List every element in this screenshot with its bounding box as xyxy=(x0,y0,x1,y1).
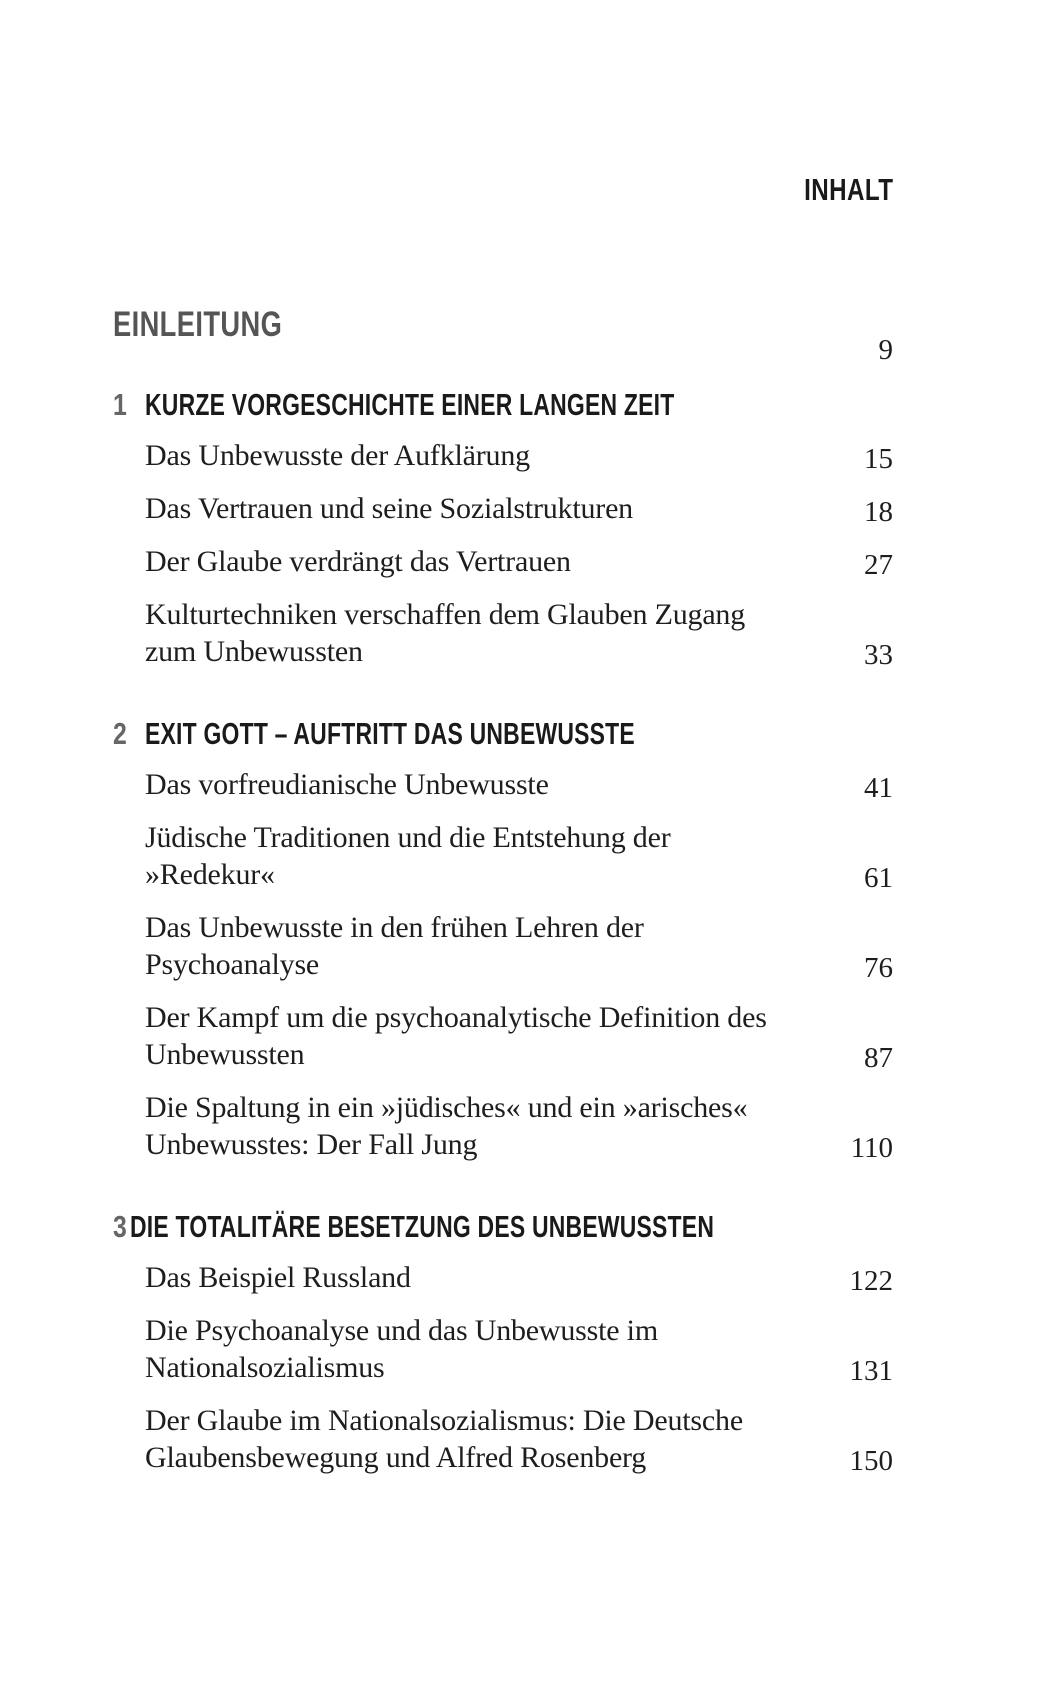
entry-title: Jüdische Traditionen und die Entstehung der »Redekur« xyxy=(145,821,671,891)
chapter-title: DIE TOTALITÄRE BESETZUNG DES UNBEWUSSTEN xyxy=(130,1209,715,1244)
toc-intro-entry[interactable] xyxy=(113,305,893,367)
page-number: 76 xyxy=(864,952,893,984)
page-number: 110 xyxy=(850,1132,893,1164)
entry-title: Das Unbewusste der Aufklärung xyxy=(145,439,530,472)
page-number: 87 xyxy=(864,1042,893,1074)
chapter-title: KURZE VORGESCHICHTE EINER LANGEN ZEIT xyxy=(145,387,675,422)
chapter-heading[interactable] xyxy=(113,1209,893,1259)
toc-entry[interactable] xyxy=(145,819,893,893)
page-number: 61 xyxy=(864,862,893,894)
entry-title: Der Kampf um die psychoanalytische Definition des Unbewussten xyxy=(145,1001,767,1071)
page-title: INHALT xyxy=(803,172,893,207)
chapter-title: EXIT GOTT – AUFTRITT DAS UNBEWUSSTE xyxy=(145,716,635,751)
page-number: 131 xyxy=(849,1355,893,1387)
toc-entry[interactable] xyxy=(145,490,893,527)
chapter-3 xyxy=(113,1209,893,1476)
chapter-heading[interactable] xyxy=(113,716,893,766)
entry-title: Der Glaube im Nationalsozialismus: Die Deutsche Glaubensbewegung und Alfred Rosenberg xyxy=(145,1404,743,1474)
chapter-heading[interactable] xyxy=(113,387,893,437)
toc-entry[interactable] xyxy=(145,543,893,580)
entry-title: Das Vertrauen und seine Sozialstrukturen xyxy=(145,492,633,525)
page-number: 18 xyxy=(864,496,893,528)
intro-label: EINLEITUNG xyxy=(113,305,283,344)
toc-entry[interactable] xyxy=(145,1312,893,1386)
toc-entry[interactable] xyxy=(145,999,893,1073)
entry-title: Das vorfreudianische Unbewusste xyxy=(145,768,549,801)
toc-entry[interactable] xyxy=(145,909,893,983)
page-number: 15 xyxy=(864,443,893,475)
page-number: 9 xyxy=(878,334,893,366)
entry-title: Die Psychoanalyse und das Unbewusste im Nationalsozialismus xyxy=(145,1314,658,1384)
entry-title: Kulturtechniken verschaffen dem Glauben Zugang zum Unbewussten xyxy=(145,598,746,668)
toc-entry[interactable] xyxy=(145,596,893,670)
chapter-number: 3 xyxy=(113,1209,127,1244)
chapter-number: 2 xyxy=(113,716,127,751)
toc-entry[interactable] xyxy=(145,1259,893,1296)
page-number: 41 xyxy=(864,772,893,804)
entry-title: Die Spaltung in ein »jüdisches« und ein »arisches« Unbewusstes: Der Fall Jung xyxy=(145,1091,748,1161)
toc-entry[interactable] xyxy=(145,1402,893,1476)
entry-title: Der Glaube verdrängt das Vertrauen xyxy=(145,545,571,578)
chapter-1 xyxy=(113,387,893,670)
page-number: 33 xyxy=(864,639,893,671)
chapter-2 xyxy=(113,716,893,1163)
table-of-contents xyxy=(113,305,893,1492)
page-number: 150 xyxy=(849,1445,893,1477)
toc-entry[interactable] xyxy=(145,766,893,803)
entry-title: Das Unbewusste in den frühen Lehren der Psychoanalyse xyxy=(145,911,644,981)
toc-entry[interactable] xyxy=(145,437,893,474)
page-number: 122 xyxy=(849,1265,893,1297)
page-number: 27 xyxy=(864,549,893,581)
entry-title: Das Beispiel Russland xyxy=(145,1261,411,1294)
toc-entry[interactable] xyxy=(145,1089,893,1163)
chapter-number: 1 xyxy=(113,387,127,422)
